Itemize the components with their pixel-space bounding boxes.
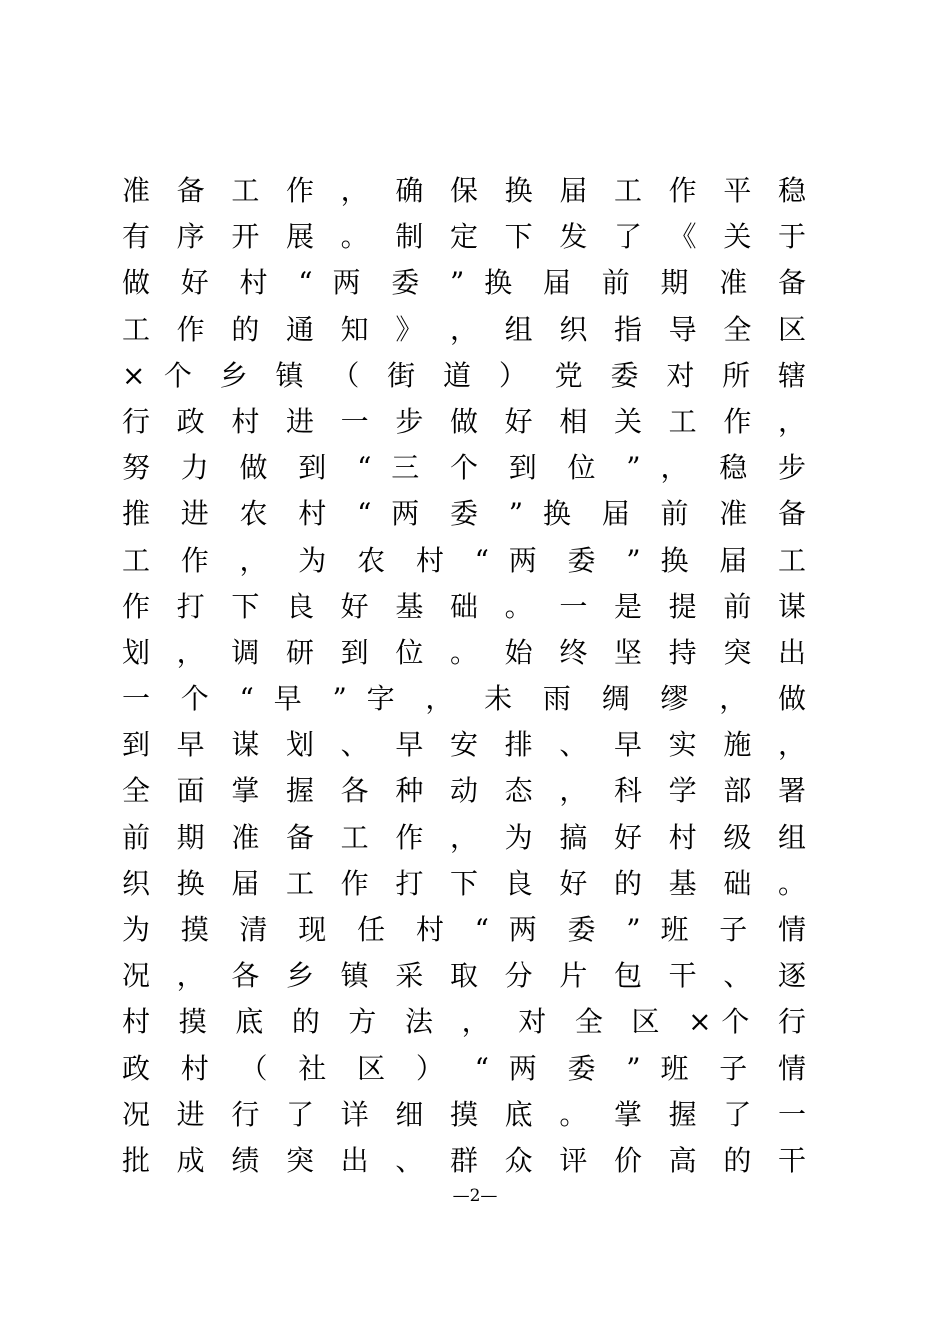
- text-line: 全 面 掌 握 各 种 动 态 ， 科 学 部 署: [122, 774, 806, 808]
- text-line: 准 备 工 作 ， 确 保 换 届 工 作 平 稳: [122, 174, 806, 207]
- text-line: 前 期 准 备 工 作 ， 为 搞 好 村 级 组: [122, 820, 806, 854]
- text-line: 工 作 ， 为 农 村 “ 两 委 ” 换 届 工: [122, 543, 806, 577]
- text-line: 工 作 的 通 知 》 ， 组 织 指 导 全 区: [122, 312, 806, 346]
- text-line: 作 打 下 良 好 基 础 。 一 是 提 前 谋: [122, 589, 806, 623]
- text-line: 为 摸 清 现 任 村 “ 两 委 ” 班 子 情: [122, 913, 806, 946]
- text-line: 一 个 “ 早 ” 字 ， 未 雨 绸 缪 ， 做: [122, 682, 806, 716]
- text-line: × 个 乡 镇 （ 街 道 ） 党 委 对 所 辖: [122, 358, 806, 392]
- text-line: 织 换 届 工 作 打 下 良 好 的 基 础 。: [122, 866, 806, 900]
- page-number: —2—: [452, 1186, 498, 1206]
- text-line: 推 进 农 村 “ 两 委 ” 换 届 前 准 备: [122, 497, 806, 531]
- text-line: 划 ， 调 研 到 位 。 始 终 坚 持 突 出: [122, 635, 806, 669]
- text-line: 政 村 （ 社 区 ） “ 两 委 ” 班 子 情: [122, 1051, 806, 1085]
- text-line: 村 摸 底 的 方 法 ， 对 全 区 ×个 行: [122, 1005, 806, 1039]
- text-line: 努 力 做 到 “ 三 个 到 位 ” ， 稳 步: [122, 451, 806, 485]
- text-line: 况 ， 各 乡 镇 采 取 分 片 包 干 、 逐: [122, 959, 806, 993]
- text-line: 做 好 村 “ 两 委 ” 换 届 前 期 准 备: [122, 266, 806, 300]
- text-line: 行 政 村 进 一 步 做 好 相 关 工 作 ，: [122, 404, 806, 438]
- text-line: 况 进 行 了 详 细 摸 底 。 掌 握 了 一: [122, 1097, 806, 1131]
- body-text: [122, 168, 806, 1184]
- text-line: 批 成 绩 突 出 、 群 众 评 价 高 的 干: [122, 1143, 806, 1177]
- text-line: 有 序 开 展 。 制 定 下 发 了 《 关 于: [122, 220, 806, 254]
- text-line: 到 早 谋 划 、 早 安 排 、 早 实 施 ，: [122, 728, 806, 762]
